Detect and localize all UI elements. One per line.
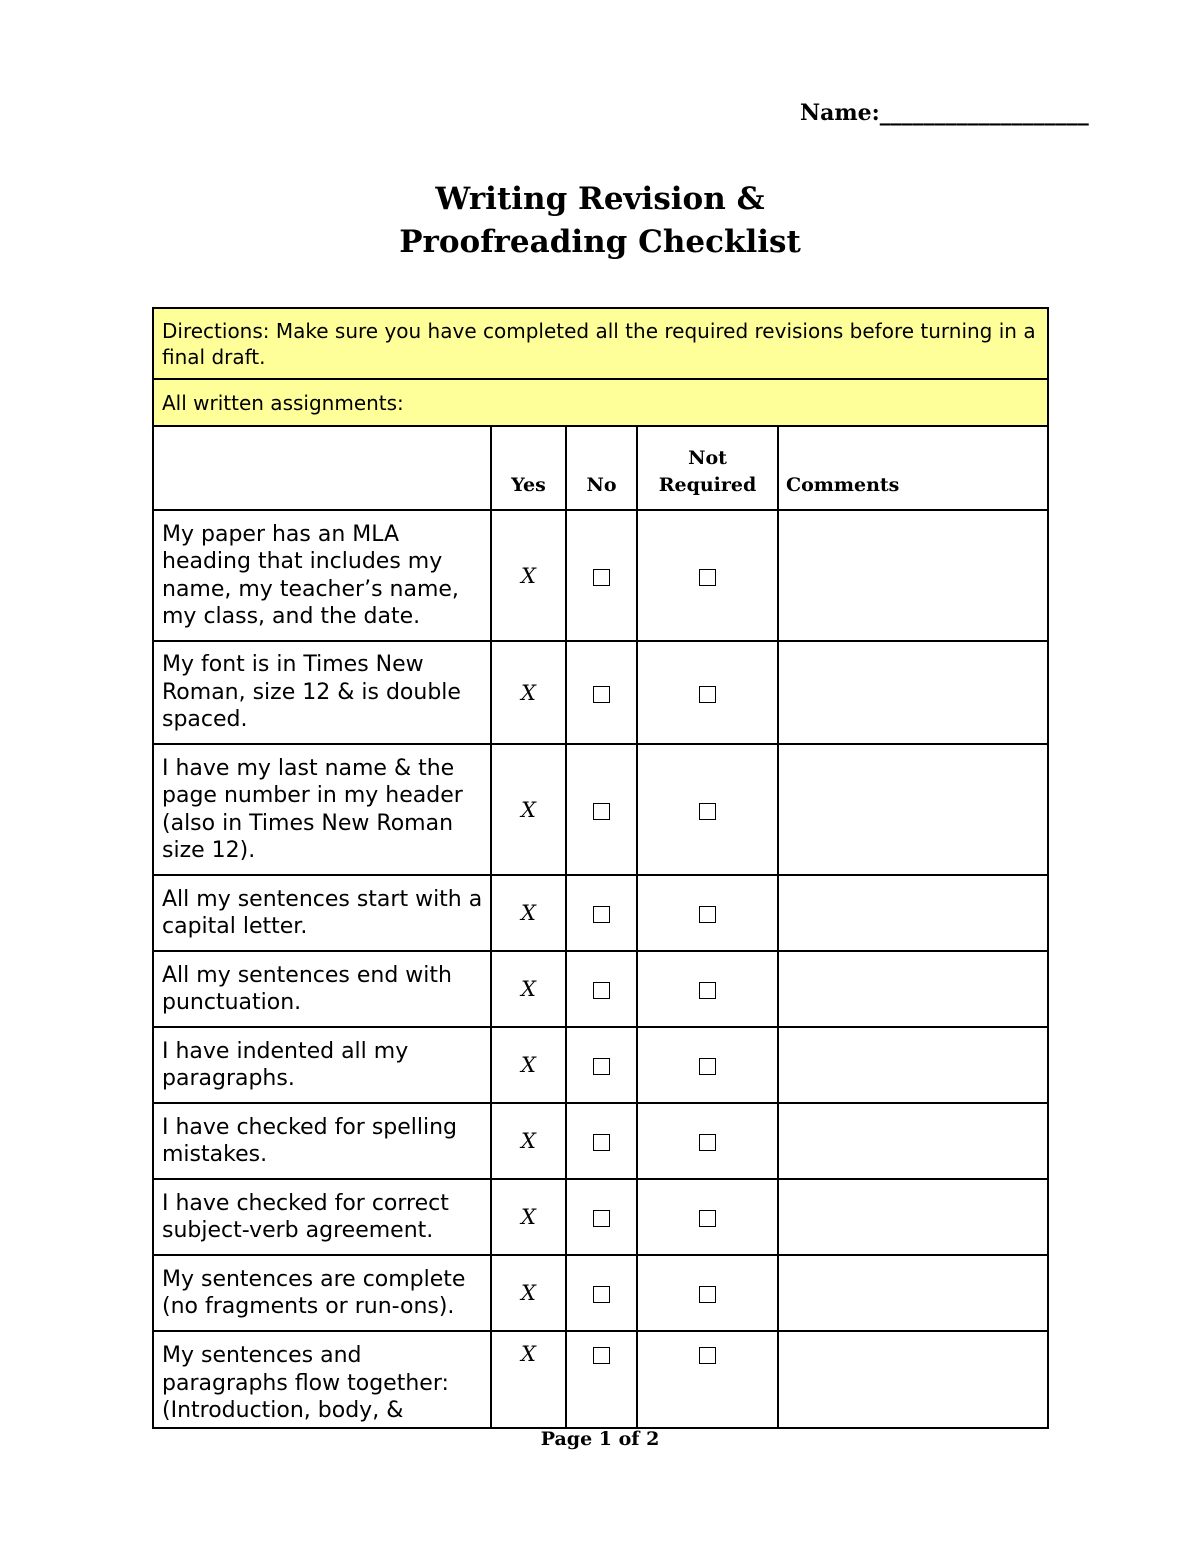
checklist-item-text: My font is in Times New Roman, size 12 & is double spaced. bbox=[153, 641, 491, 744]
empty-checkbox-icon[interactable] bbox=[699, 686, 716, 703]
empty-checkbox-icon[interactable] bbox=[593, 803, 610, 820]
cell-no bbox=[566, 1103, 637, 1179]
table-row bbox=[153, 1331, 1048, 1428]
empty-checkbox-icon[interactable] bbox=[593, 906, 610, 923]
cell-yes bbox=[491, 951, 566, 1027]
table-row bbox=[153, 744, 1048, 875]
comments-cell[interactable] bbox=[778, 875, 1048, 951]
empty-checkbox-icon[interactable] bbox=[593, 1134, 610, 1151]
comments-cell[interactable] bbox=[778, 641, 1048, 744]
table-row bbox=[153, 641, 1048, 744]
checked-mark-icon[interactable]: X bbox=[521, 563, 536, 588]
header-comments: Comments bbox=[778, 426, 1048, 510]
checklist-item-text: All my sentences start with a capital letter. bbox=[153, 875, 491, 951]
cell-no bbox=[566, 1179, 637, 1255]
checklist-item-text: I have checked for spelling mistakes. bbox=[153, 1103, 491, 1179]
header-no: No bbox=[566, 426, 637, 510]
cell-yes bbox=[491, 1103, 566, 1179]
comments-cell[interactable] bbox=[778, 951, 1048, 1027]
cell-not-required bbox=[637, 1255, 778, 1331]
cell-yes bbox=[491, 1179, 566, 1255]
empty-checkbox-icon[interactable] bbox=[699, 1210, 716, 1227]
section-heading: All written assignments: bbox=[153, 379, 1048, 426]
checklist-item-text: I have my last name & the page number in my header (also in Times New Roman size 12). bbox=[153, 744, 491, 875]
checked-mark-icon[interactable]: X bbox=[521, 901, 536, 925]
cell-no bbox=[566, 510, 637, 641]
table-row bbox=[153, 951, 1048, 1027]
cell-no bbox=[566, 1255, 637, 1331]
table-row bbox=[153, 875, 1048, 951]
comments-cell[interactable] bbox=[778, 1103, 1048, 1179]
header-blank bbox=[153, 426, 491, 510]
empty-checkbox-icon[interactable] bbox=[699, 569, 716, 586]
comments-cell[interactable] bbox=[778, 1255, 1048, 1331]
cell-not-required bbox=[637, 1103, 778, 1179]
table-row bbox=[153, 1179, 1048, 1255]
empty-checkbox-icon[interactable] bbox=[593, 1286, 610, 1303]
table-row bbox=[153, 1255, 1048, 1331]
cell-no bbox=[566, 744, 637, 875]
checklist-table bbox=[152, 307, 1049, 1429]
name-field-label: Name:___________________ bbox=[800, 100, 1089, 126]
checklist-item-text: All my sentences end with punctuation. bbox=[153, 951, 491, 1027]
checked-mark-icon[interactable]: X bbox=[521, 680, 536, 705]
checked-mark-icon[interactable]: X bbox=[521, 1281, 536, 1305]
comments-cell[interactable] bbox=[778, 1027, 1048, 1103]
empty-checkbox-icon[interactable] bbox=[593, 982, 610, 999]
empty-checkbox-icon[interactable] bbox=[699, 982, 716, 999]
cell-yes bbox=[491, 744, 566, 875]
header-not-required-line-2: Required bbox=[658, 474, 757, 496]
checked-mark-icon[interactable]: X bbox=[521, 1129, 536, 1153]
cell-not-required bbox=[637, 641, 778, 744]
checklist-item-text: My sentences and paragraphs flow together: (Introduction, body, & bbox=[153, 1331, 491, 1428]
directions-cell: Directions: Make sure you have completed all the required revisions before turning in a final draft. bbox=[153, 308, 1048, 379]
checked-mark-icon[interactable]: X bbox=[521, 1342, 536, 1366]
cell-no bbox=[566, 875, 637, 951]
empty-checkbox-icon[interactable] bbox=[699, 1134, 716, 1151]
cell-not-required bbox=[637, 1179, 778, 1255]
empty-checkbox-icon[interactable] bbox=[699, 906, 716, 923]
empty-checkbox-icon[interactable] bbox=[593, 1210, 610, 1227]
page-title-line-2: Proofreading Checklist bbox=[399, 224, 801, 260]
empty-checkbox-icon[interactable] bbox=[699, 1347, 716, 1364]
cell-not-required bbox=[637, 510, 778, 641]
comments-cell[interactable] bbox=[778, 744, 1048, 875]
empty-checkbox-icon[interactable] bbox=[593, 686, 610, 703]
table-row bbox=[153, 1027, 1048, 1103]
cell-yes bbox=[491, 875, 566, 951]
page-title bbox=[0, 178, 1200, 264]
cell-not-required bbox=[637, 951, 778, 1027]
checklist-item-text: I have checked for correct subject-verb agreement. bbox=[153, 1179, 491, 1255]
page-number: Page 1 of 2 bbox=[540, 1428, 660, 1450]
checklist-item-text: I have indented all my paragraphs. bbox=[153, 1027, 491, 1103]
comments-cell[interactable] bbox=[778, 1179, 1048, 1255]
page-title-line-1: Writing Revision & bbox=[435, 181, 765, 217]
table-row bbox=[153, 1103, 1048, 1179]
cell-no bbox=[566, 1027, 637, 1103]
checked-mark-icon[interactable]: X bbox=[521, 977, 536, 1001]
header-yes: Yes bbox=[491, 426, 566, 510]
cell-not-required bbox=[637, 1027, 778, 1103]
cell-yes bbox=[491, 510, 566, 641]
header-not-required bbox=[637, 426, 778, 510]
cell-not-required bbox=[637, 875, 778, 951]
column-header-row bbox=[153, 426, 1048, 510]
empty-checkbox-icon[interactable] bbox=[699, 1286, 716, 1303]
cell-yes bbox=[491, 1331, 566, 1428]
empty-checkbox-icon[interactable] bbox=[593, 1058, 610, 1075]
cell-no bbox=[566, 1331, 637, 1428]
header-not-required-line-1: Not bbox=[688, 447, 727, 469]
empty-checkbox-icon[interactable] bbox=[699, 803, 716, 820]
cell-no bbox=[566, 951, 637, 1027]
comments-cell[interactable] bbox=[778, 510, 1048, 641]
cell-no bbox=[566, 641, 637, 744]
cell-not-required bbox=[637, 744, 778, 875]
cell-yes bbox=[491, 1027, 566, 1103]
checked-mark-icon[interactable]: X bbox=[521, 797, 536, 822]
empty-checkbox-icon[interactable] bbox=[699, 1058, 716, 1075]
checklist-item-text: My sentences are complete (no fragments or run-ons). bbox=[153, 1255, 491, 1331]
empty-checkbox-icon[interactable] bbox=[593, 569, 610, 586]
cell-not-required bbox=[637, 1331, 778, 1428]
empty-checkbox-icon[interactable] bbox=[593, 1347, 610, 1364]
cell-yes bbox=[491, 641, 566, 744]
comments-cell[interactable] bbox=[778, 1331, 1048, 1428]
table-row bbox=[153, 510, 1048, 641]
cell-yes bbox=[491, 1255, 566, 1331]
checked-mark-icon[interactable]: X bbox=[521, 1053, 536, 1077]
checked-mark-icon[interactable]: X bbox=[521, 1205, 536, 1229]
checklist-item-text: My paper has an MLA heading that includes my name, my teacher’s name, my class, and the date. bbox=[153, 510, 491, 641]
